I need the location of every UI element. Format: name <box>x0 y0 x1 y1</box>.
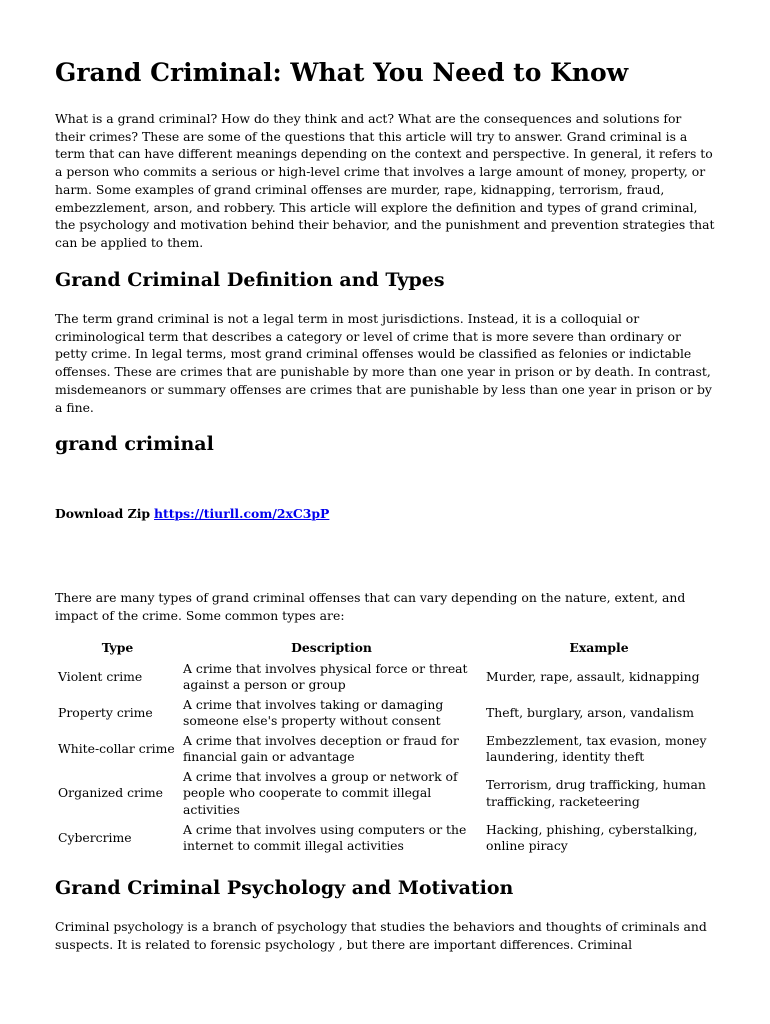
table-cell-example: Theft, burglary, arson, vandalism <box>486 704 694 720</box>
table-row <box>55 767 715 820</box>
table-row <box>55 659 715 695</box>
table-header-example: Example <box>569 640 629 656</box>
download-link[interactable]: https://tiurll.com/2xC3pP <box>154 506 330 521</box>
table-header-row <box>55 638 715 659</box>
table-cell-description: A crime that involves taking or damaging someone else's property without consent <box>183 696 444 728</box>
grand-criminal-heading: grand criminal <box>55 433 214 455</box>
page-title: Grand Criminal: What You Need to Know <box>55 58 629 87</box>
download-label: Download Zip <box>55 506 151 521</box>
table-cell-example: Embezzlement, tax evasion, money laundering, identity theft <box>486 732 707 764</box>
table-cell-type: Property crime <box>58 704 153 720</box>
table-cell-type: Violent crime <box>58 668 143 684</box>
table-row <box>55 731 715 767</box>
table-cell-description: A crime that involves deception or fraud for financial gain or advantage <box>183 732 459 764</box>
table-cell-example: Murder, rape, assault, kidnapping <box>486 668 700 684</box>
definition-heading: Grand Criminal Definition and Types <box>55 269 445 291</box>
table-cell-description: A crime that involves a group or network of people who cooperate to commit illegal activities <box>183 768 458 817</box>
types-intro-paragraph: There are many types of grand criminal offenses that can vary depending on the nature, extent, and impact of the crime. Some common types are: <box>55 590 686 623</box>
table-cell-type: Organized crime <box>58 785 163 801</box>
table-cell-description: A crime that involves physical force or threat against a person or group <box>183 660 468 692</box>
table-cell-type: Cybercrime <box>58 829 132 845</box>
table-header-type: Type <box>101 640 134 656</box>
table-cell-type: White-collar crime <box>58 740 175 756</box>
table-header-description: Description <box>291 640 372 656</box>
table-cell-example: Terrorism, drug trafficking, human trafficking, racketeering <box>486 777 706 809</box>
psychology-heading: Grand Criminal Psychology and Motivation <box>55 877 514 899</box>
definition-paragraph: The term grand criminal is not a legal term in most jurisdictions. Instead, it is a colloquial or criminological term that describes a category or level of crime that is more severe than ordinary or petty crime. In legal terms, most grand criminal offenses would be classified as felonies or indictable offenses. These are crimes that are punishable by more than one year in prison or by death. In contrast, misdemeanors or summary offenses are crimes that are punishable by less than one year in prison or by a fine. <box>55 311 712 415</box>
table-row <box>55 695 715 731</box>
table-cell-example: Hacking, phishing, cyberstalking, online piracy <box>486 821 698 853</box>
table-cell-description: A crime that involves using computers or the internet to commit illegal activities <box>183 821 467 853</box>
crime-types-table <box>55 638 715 856</box>
psychology-paragraph: Criminal psychology is a branch of psychology that studies the behaviors and thoughts of criminals and suspects. It is related to forensic psychology , but there are important differences. Criminal <box>55 919 707 952</box>
table-row <box>55 820 715 856</box>
download-line <box>55 505 329 522</box>
intro-paragraph: What is a grand criminal? How do they think and act? What are the consequences and solutions for their crimes? These are some of the questions that this article will try to answer. Grand criminal is a term that can have different meanings depending on the context and perspective. In general, it refers to a person who commits a serious or high-level crime that involves a large amount of money, property, or harm. Some examples of grand criminal offenses are murder, rape, kidnapping, terrorism, fraud, embezzlement, arson, and robbery. This article will explore the definition and types of grand criminal, the psychology and motivation behind their behavior, and the punishment and prevention strategies that can be applied to them. <box>55 111 715 250</box>
